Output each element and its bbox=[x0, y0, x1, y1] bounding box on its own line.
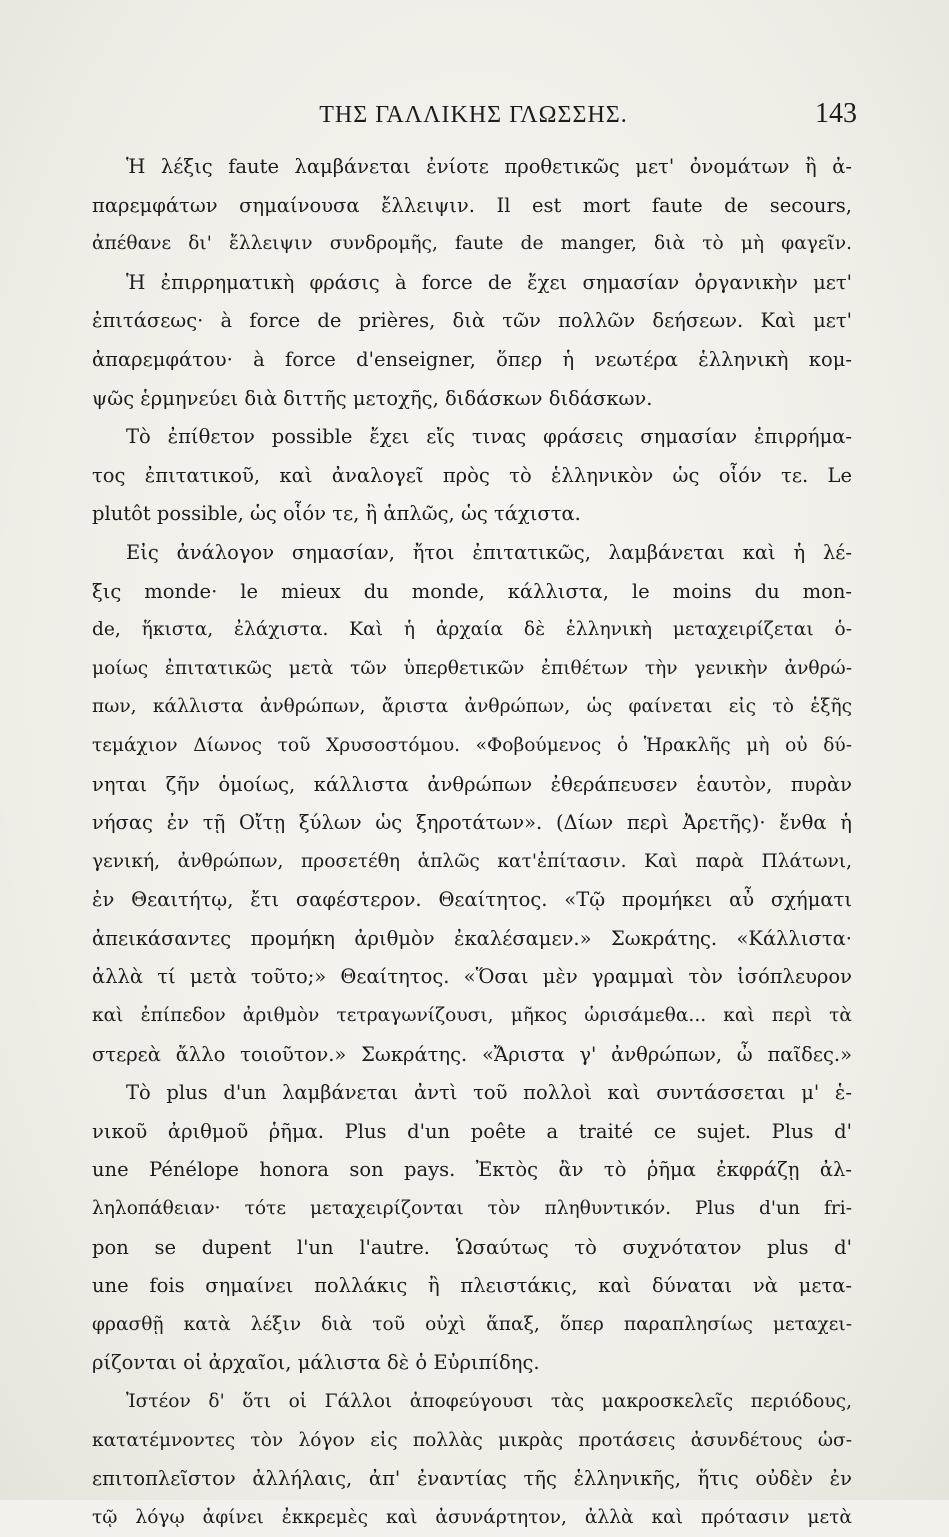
text-line: Ἡ λέξις faute λαμβάνεται ἐνίοτε προθετικῶς μετ' ὀνομάτων ἢ ἀ- bbox=[126, 155, 852, 178]
text-line: γενική, ἀνθρώπων, προσετέθη ἁπλῶς κατ'ἐπίτασιν. Καὶ παρὰ Πλάτωνι, bbox=[92, 850, 852, 872]
text-line: Ἰστέον δ' ὅτι οἱ Γάλλοι ἀποφεύγουσι τὰς μακροσκελεῖς περιόδους, bbox=[126, 1391, 852, 1412]
body-text bbox=[92, 148, 852, 1537]
text-line: νικοῦ ἀριθμοῦ ῥῆμα. Plus d'un poête a traité ce sujet. Plus d' bbox=[92, 1119, 852, 1143]
page-number: 143 bbox=[815, 98, 857, 129]
text-line: ἐπιτάσεως· à force de prières, διὰ τῶν πολλῶν δεήσεων. Καὶ μετ' bbox=[92, 309, 852, 333]
text-line: ἀλλὰ τί μετὰ τοῦτο;» Θεαίτητος. «Ὅσαι μὲν γραμμαὶ τὸν ἰσόπλευρον bbox=[92, 965, 852, 989]
text-line: plutôt possible, ὡς οἷόν τε, ἢ ἁπλῶς, ὡς τάχιστα. bbox=[92, 502, 581, 526]
text-line: πων, κάλλιστα ἀνθρώπων, ἄριστα ἀνθρώπων, ὡς φαίνεται εἰς τὸ ἑξῆς bbox=[92, 696, 852, 718]
text-line: νηται ζῆν ὁμοίως, κάλλιστα ἀνθρώπων ἐθεράπευσεν ἑαυτὸν, πυρὰν bbox=[92, 772, 852, 796]
text-line: ληλοπάθειαν· τότε μεταχειρίζονται τὸν πληθυντικόν. Plus d'un fri- bbox=[92, 1198, 852, 1220]
running-title: ΤΗΣ ΓΑΛΛΙΚΗΣ ΓΛΩΣΣΗΣ. bbox=[319, 102, 628, 128]
text-line: κατατέμνοντες τὸν λόγον εἰς πολλὰς μικρὰς προτάσεις ἀσυνδέτους ὡσ- bbox=[92, 1429, 852, 1451]
text-line: ξις monde· le mieux du monde, κάλλιστα, le moins du mon- bbox=[92, 579, 852, 603]
text-line: τῷ λόγῳ ἀφίνει ἐκκρεμὲς καὶ ἀσυνάρτητον, ἀλλὰ καὶ πρότασιν μετὰ bbox=[92, 1506, 852, 1528]
text-line: Εἰς ἀνάλογον σημασίαν, ἤτοι ἐπιτατικῶς, λαμβάνεται καὶ ἡ λέ- bbox=[126, 540, 852, 564]
text-line: ψῶς ἑρμηνεύει διὰ διττῆς μετοχῆς, διδάσκων διδάσκων. bbox=[92, 386, 653, 410]
text-line: pon se dupent l'un l'autre. Ὡσαύτως τὸ συχνότατον plus d' bbox=[92, 1235, 852, 1259]
text-line: une fois σημαίνει πολλάκις ἢ πλειστάκις, καὶ δύναται νὰ μετα- bbox=[92, 1274, 852, 1298]
text-line: ἐν Θεαιτήτῳ, ἔτι σαφέστερον. Θεαίτητος. «Τῷ προμήκει αὖ σχήματι bbox=[92, 888, 852, 912]
text-line: ρίζονται οἱ ἀρχαῖοι, μάλιστα δὲ ὁ Εὐριπίδης. bbox=[92, 1351, 540, 1375]
text-line: τεμάχιον Δίωνος τοῦ Χρυσοστόμου. «Φοβούμενος ὁ Ἡρακλῆς μὴ οὐ δύ- bbox=[92, 734, 852, 756]
text-line: de, ἥκιστα, ἐλάχιστα. Καὶ ἡ ἀρχαία δὲ ἑλληνικὴ μεταχειρίζεται ὁ- bbox=[92, 619, 852, 641]
text-line: ἀπέθανε δι' ἔλλειψιν συνδρομῆς, faute de manger, διὰ τὸ μὴ φαγεῖν. bbox=[92, 233, 852, 255]
text-line: καὶ ἐπίπεδον ἀριθμὸν τετραγωνίζουσι, μῆκος ὡρισάμεθα... καὶ περὶ τὰ bbox=[92, 1005, 852, 1027]
text-line: Ἡ ἐπιρρηματικὴ φράσις à force de ἔχει σημασίαν ὀργανικὴν μετ' bbox=[126, 270, 852, 294]
text-line: τος ἐπιτατικοῦ, καὶ ἀναλογεῖ πρὸς τὸ ἑλληνικὸν ὡς οἷόν τε. Le bbox=[92, 463, 852, 487]
text-line: Τὸ plus d'un λαμβάνεται ἀντὶ τοῦ πολλοὶ καὶ συντάσσεται μ' ἑ- bbox=[126, 1081, 852, 1105]
running-head bbox=[90, 96, 857, 136]
text-line: ἀπαρεμφάτου· à force d'enseigner, ὅπερ ἡ νεωτέρα ἑλληνικὴ κομ- bbox=[92, 347, 852, 371]
text-line: στερεὰ ἄλλο τοιοῦτον.» Σωκράτης. «Ἄριστα γ' ἀνθρώπων, ὦ παῖδες.» bbox=[92, 1042, 852, 1066]
text-line: μοίως ἐπιτατικῶς μετὰ τῶν ὑπερθετικῶν ἐπιθέτων τὴν γενικὴν ἀνθρώ- bbox=[92, 657, 852, 679]
text-line: φρασθῇ κατὰ λέξιν διὰ τοῦ οὐχὶ ἅπαξ, ὅπερ παραπλησίως μεταχει- bbox=[92, 1313, 852, 1335]
text-line: παρεμφάτων σημαίνουσα ἔλλειψιν. Il est mort faute de secours, bbox=[92, 193, 852, 217]
text-line: Τὸ ἐπίθετον possible ἔχει εἴς τινας φράσεις σημασίαν ἐπιρρήμα- bbox=[126, 425, 852, 449]
text-line: επιτοπλεῖστον ἀλλήλαις, ἀπ' ἐναντίας τῆς ἑλληνικῆς, ἥτις οὐδὲν ἐν bbox=[92, 1467, 852, 1491]
text-line: une Pénélope honora son pays. Ἐκτὸς ἂν τὸ ῥῆμα ἐκφράζῃ ἀλ- bbox=[92, 1158, 852, 1182]
text-line: ἀπεικάσαντες προμήκη ἀριθμὸν ἐκαλέσαμεν.» Σωκράτης. «Κάλλιστα· bbox=[92, 926, 852, 950]
text-line: νήσας ἐν τῇ Οἴτῃ ξύλων ὡς ξηροτάτων». (Δίων περὶ Ἀρετῆς)· ἔνθα ἡ bbox=[92, 811, 852, 835]
